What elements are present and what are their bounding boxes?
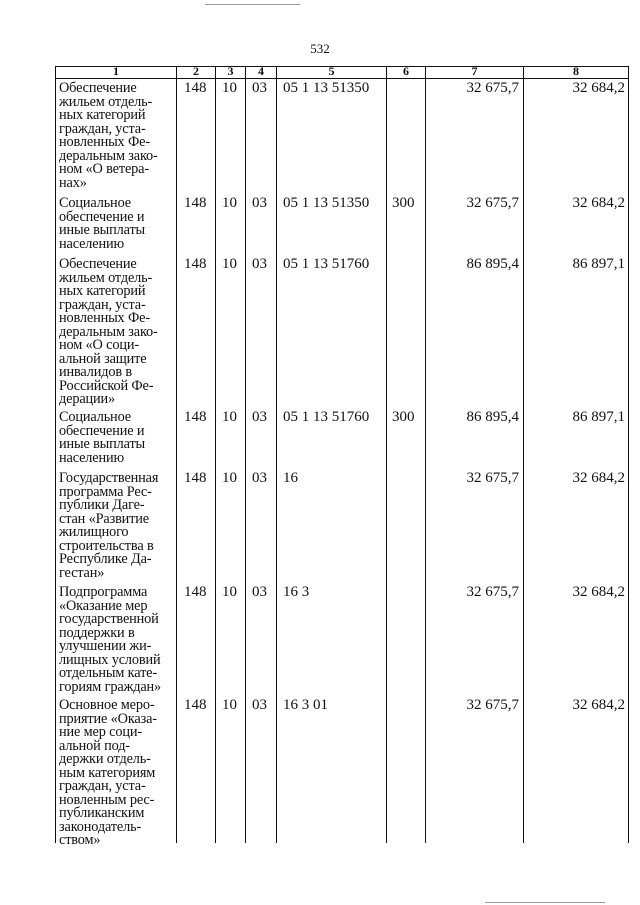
cell-col4: 03 bbox=[252, 80, 267, 96]
cell-col3: 10 bbox=[222, 80, 237, 96]
cell-col6: 300 bbox=[392, 195, 415, 211]
column-header-3: 3 bbox=[227, 64, 234, 78]
cell-col5: 05 1 13 51760 bbox=[283, 256, 370, 272]
cell-col2: 148 bbox=[184, 584, 207, 600]
column-header-1: 1 bbox=[113, 64, 119, 78]
cell-col5: 16 3 01 bbox=[283, 697, 328, 713]
cell-col5: 05 1 13 51760 bbox=[283, 409, 370, 425]
table-left-border bbox=[55, 66, 56, 843]
cell-col3: 10 bbox=[222, 697, 237, 713]
column-divider bbox=[276, 66, 277, 843]
row-description: Социальное обеспечение и иные выплаты населению bbox=[59, 195, 145, 252]
column-divider bbox=[523, 66, 524, 843]
cell-col4: 03 bbox=[252, 409, 267, 425]
table-right-border bbox=[628, 66, 629, 843]
cell-col2: 148 bbox=[184, 195, 207, 211]
cell-col7: 32 675,7 bbox=[466, 697, 519, 713]
column-header-7: 7 bbox=[471, 64, 478, 78]
cell-col2: 148 bbox=[184, 409, 207, 425]
column-header-5: 5 bbox=[328, 64, 335, 78]
cell-col2: 148 bbox=[184, 697, 207, 713]
cell-col4: 03 bbox=[252, 256, 267, 272]
scan-artifact bbox=[485, 902, 605, 903]
row-description: Социальное обеспечение и иные выплаты населению bbox=[59, 409, 145, 466]
cell-col7: 86 895,4 bbox=[466, 256, 519, 272]
cell-col8: 32 684,2 bbox=[572, 584, 625, 600]
cell-col5: 16 3 bbox=[283, 584, 310, 600]
column-header-4: 4 bbox=[258, 64, 264, 78]
cell-col2: 148 bbox=[184, 470, 207, 486]
column-header-6: 6 bbox=[403, 64, 409, 78]
column-header-2: 2 bbox=[193, 64, 199, 78]
cell-col5: 16 bbox=[283, 470, 298, 486]
cell-col2: 148 bbox=[184, 256, 207, 272]
cell-col3: 10 bbox=[222, 195, 237, 211]
cell-col4: 03 bbox=[252, 584, 267, 600]
cell-col3: 10 bbox=[222, 409, 237, 425]
cell-col8: 86 897,1 bbox=[572, 256, 625, 272]
row-description: Обеспечение жильем отдель- ных категорий граждан, уста- новленных Фе- деральным зако- ном «О ветера- нах» bbox=[59, 80, 158, 191]
row-description: Подпрограмма «Оказание мер государственной поддержки в улучшении жи- лищных условий отдельным кате- гориям граждан» bbox=[59, 584, 162, 695]
cell-col3: 10 bbox=[222, 470, 237, 486]
column-divider bbox=[176, 66, 177, 843]
cell-col7: 32 675,7 bbox=[466, 195, 519, 211]
cell-col5: 05 1 13 51350 bbox=[283, 80, 370, 96]
cell-col7: 32 675,7 bbox=[466, 584, 519, 600]
cell-col8: 86 897,1 bbox=[572, 409, 625, 425]
scan-artifact bbox=[205, 4, 300, 5]
column-divider bbox=[245, 66, 246, 843]
cell-col7: 32 675,7 bbox=[466, 470, 519, 486]
row-description: Государственная программа Рес- публики Даге- стан «Развитие жилищного строительства в Республике Да- гестан» bbox=[59, 470, 159, 581]
cell-col8: 32 684,2 bbox=[572, 697, 625, 713]
column-header-8: 8 bbox=[573, 64, 579, 78]
cell-col6: 300 bbox=[392, 409, 415, 425]
cell-col7: 32 675,7 bbox=[466, 80, 519, 96]
cell-col2: 148 bbox=[184, 80, 207, 96]
cell-col8: 32 684,2 bbox=[572, 195, 625, 211]
column-divider bbox=[425, 66, 426, 843]
cell-col5: 05 1 13 51350 bbox=[283, 195, 370, 211]
header-bottom-border bbox=[55, 78, 628, 79]
cell-col4: 03 bbox=[252, 470, 267, 486]
page-number: 532 bbox=[310, 41, 330, 56]
cell-col8: 32 684,2 bbox=[572, 80, 625, 96]
cell-col3: 10 bbox=[222, 584, 237, 600]
cell-col4: 03 bbox=[252, 697, 267, 713]
cell-col4: 03 bbox=[252, 195, 267, 211]
cell-col8: 32 684,2 bbox=[572, 470, 625, 486]
cell-col7: 86 895,4 bbox=[466, 409, 519, 425]
column-divider bbox=[386, 66, 387, 843]
row-description: Обеспечение жильем отдель- ных категорий граждан, уста- новленных Фе- деральным зако- ном «О соци- альной защите инвалидов в Российской Фе- дерации» bbox=[59, 256, 158, 407]
cell-col3: 10 bbox=[222, 256, 237, 272]
column-divider bbox=[215, 66, 216, 843]
row-description: Основное меро- приятие «Оказа- ние мер соци- альной под- держки отдель- ным категориям граждан, уста- новленным рес- публиканским законодатель- ством» bbox=[59, 697, 157, 848]
